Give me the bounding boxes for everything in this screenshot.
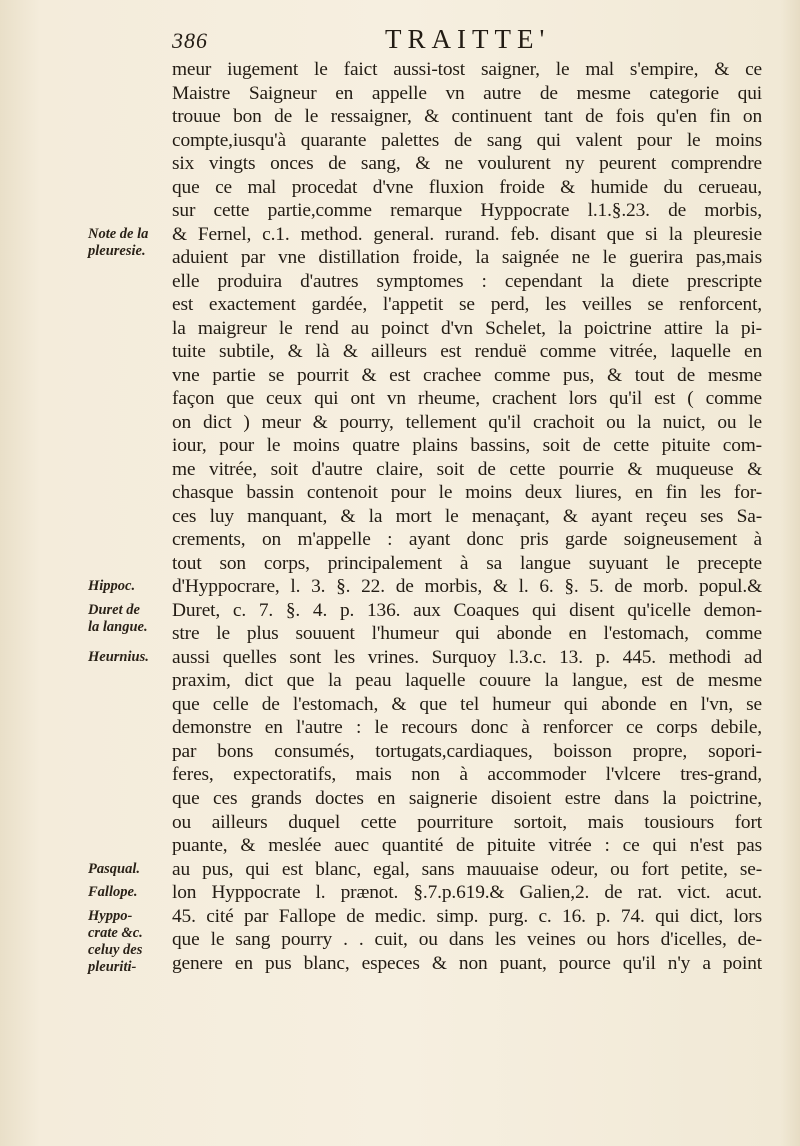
text-line: 45. cité par Fallope de medic. simp. purg. c. 16. p. 74. qui dict, lors [172,905,762,927]
margin-note [88,908,143,976]
body-text [172,58,762,975]
text-line: tuite subtile, & là & ailleurs est renduë comme vitrée, laquelle en [172,341,762,363]
margin-note-line: celuy des [88,941,143,958]
margin-note-line: la langue. [88,618,148,635]
margin-notes [0,0,172,1146]
text-line: lon Hyppocrate l. prænot. §.7.p.619.& Galien,2. de rat. vict. acut. [172,882,762,904]
margin-note-line: Heurnius. [88,649,149,665]
text-line: compte,iusqu'à quarante palettes de sang qui valent pour le moins [172,129,762,151]
text-line: la maigreur le rend au poinct d'vn Schelet, la poictrine attire la pi- [172,317,762,339]
text-line: Maistre Saigneur en appelle vn autre de mesme categorie qui [172,82,762,104]
margin-note-line: Fallope. [88,884,138,901]
text-line: que ces grands doctes en saignerie disoient estre dans la poictrine, [172,787,762,809]
margin-note [88,884,138,901]
text-line: ou ailleurs duquel cette pourriture sortoit, mais tousiours fort [172,811,762,833]
page-number: 386 [172,28,208,53]
margin-note [88,602,148,636]
text-line: & Fernel, c.1. method. general. rurand. feb. disant que si la pleuresie [172,223,762,245]
text-line: aduient par vne distillation froide, la saignée ne le guerira pas,mais [172,247,762,269]
text-line: façon que ceux qui ont vn rheume, crachent lors qu'il est ( comme [172,388,762,410]
text-line: genere en pus blanc, especes & non puant, pource qu'il n'y a point [172,952,762,974]
margin-note-line: Pasqual. [88,860,140,877]
margin-note-line: Duret de [88,601,140,618]
text-line: me vitrée, soit d'autre claire, soit de cette pourrie & muqueuse & [172,458,762,480]
text-line: feres, expectoratifs, mais non à accommoder l'vlcere tres-grand, [172,764,762,786]
text-line: vne partie se pourrit & est crachee comme pus, & tout de mesme [172,364,762,386]
text-line: est exactement gardée, l'appetit se perd, les veilles se renforcent, [172,294,762,316]
text-line: crements, on m'appelle : ayant donc pris garde soigneusement à [172,529,762,551]
text-line: sur cette partie,comme remarque Hyppocrate l.1.§.23. de morbis, [172,200,762,222]
text-line: praxim, dict que la peau laquelle couure la langue, est de mesme [172,670,762,692]
text-line: que celle de l'estomach, & que tel humeur qui abonde en l'vn, se [172,693,762,715]
text-line: on dict ) meur & pourry, tellement qu'il crachoit ou la nuict, ou le [172,411,762,433]
margin-note [88,649,149,666]
text-line: tout son corps, principalement à sa langue suyuant le precepte [172,552,762,574]
running-title: TRAITTE' [385,24,551,54]
text-line: puante, & meslée auec quantité de pituite vitrée : ce qui n'est pas [172,835,762,857]
margin-note [88,578,135,595]
text-line: chasque bassin contenoit pour le moins deux liures, en fin les for- [172,482,762,504]
text-line: trouue bon de le ressaigner, & continuent tant de fois qu'en fin on [172,106,762,128]
text-line: ces luy manquant, & la mort le menaçant, & ayant reçeu ses Sa- [172,505,762,527]
text-line: elle produira d'autres symptomes : cependant la diete prescripte [172,270,762,292]
margin-note-line: Hippoc. [88,578,136,595]
margin-note-line: Note de la [88,225,149,242]
text-line: iour, pour le moins quatre plains bassins, soit de cette pituite com- [172,435,762,457]
text-line: Duret, c. 7. §. 4. p. 136. aux Coaques qui disent qu'icelle demon- [172,599,762,621]
margin-note-line: Hyppo- [88,907,133,924]
text-line: aussi quelles sont les vrines. Surquoy l.3.c. 13. p. 445. methodi ad [172,646,762,668]
text-line: stre le plus souuent l'humeur qui abonde en l'estomach, comme [172,623,762,645]
text-line: d'Hyppocrare, l. 3. §. 22. de morbis, & l. 6. §. 5. de morb. popul.& [172,576,762,598]
margin-note-line: crate &c. [88,924,143,941]
text-line: demonstre en l'autre : le recours donc à renforcer ce corps debile, [172,717,762,739]
text-line: au pus, qui est blanc, egal, sans mauuaise odeur, ou fort petite, se- [172,858,762,880]
margin-note [88,226,148,260]
text-line: que ce mal procedat d'vne fluxion froide & humide du cerueau, [172,176,762,198]
text-line: six vingts onces de sang, & ne voulurent ny peurent comprendre [172,153,762,175]
margin-note-line: pleuriti- [88,958,137,975]
text-line: par bons consumés, tortugats,cardiaques, boisson propre, sopori- [172,740,762,762]
margin-note-line: pleuresie. [88,242,146,259]
text-line: meur iugement le faict aussi-tost saigner, le mal s'empire, & ce [172,59,762,80]
margin-note [88,861,140,878]
text-line: que le sang pourry . . cuit, ou dans les veines ou hors d'icelles, de- [172,929,762,951]
